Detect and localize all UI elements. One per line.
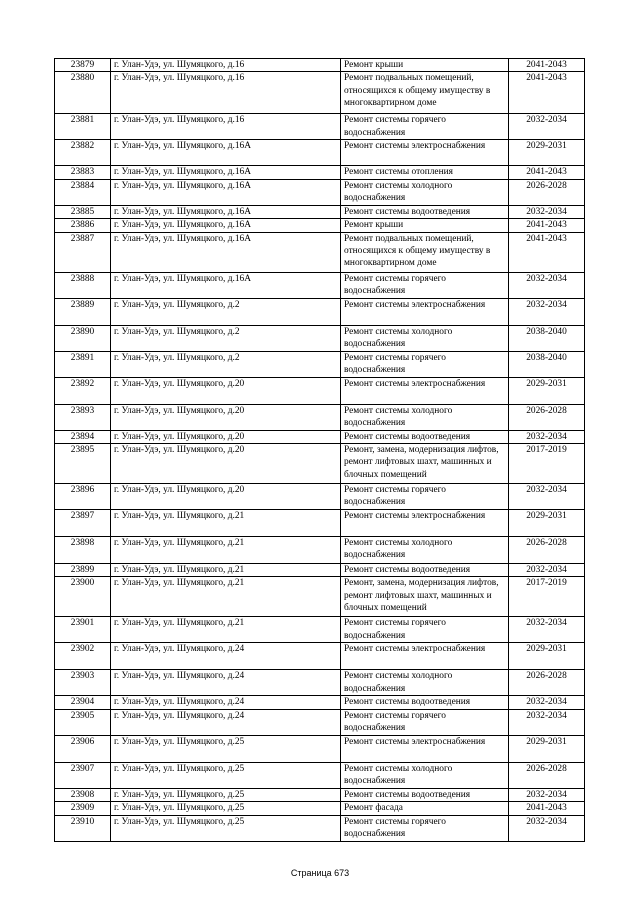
row-work: Ремонт системы холодного водоснабжения — [341, 325, 509, 351]
row-number: 23881 — [55, 114, 111, 140]
row-work: Ремонт подвальных помещений, относящихся к общему имуществу в многоквартирном доме — [341, 232, 509, 272]
row-number: 23891 — [55, 351, 111, 377]
row-period: 2038-2040 — [509, 325, 585, 351]
table-row — [55, 72, 585, 114]
row-period: 2029-2031 — [509, 735, 585, 762]
row-address: г. Улан-Удэ, ул. Шумяцкого, д.2 — [111, 325, 341, 351]
row-period: 2026-2028 — [509, 670, 585, 696]
row-address: г. Улан-Удэ, ул. Шумяцкого, д.16А — [111, 272, 341, 298]
row-work: Ремонт системы холодного водоснабжения — [341, 404, 509, 430]
table-row — [55, 219, 585, 232]
row-work: Ремонт системы холодного водоснабжения — [341, 670, 509, 696]
row-number: 23892 — [55, 377, 111, 404]
row-number: 23896 — [55, 484, 111, 510]
row-period: 2029-2031 — [509, 510, 585, 537]
row-period: 2032-2034 — [509, 205, 585, 218]
row-number: 23882 — [55, 140, 111, 166]
row-address: г. Улан-Удэ, ул. Шумяцкого, д.20 — [111, 484, 341, 510]
row-number: 23893 — [55, 404, 111, 430]
row-period: 2041-2043 — [509, 232, 585, 272]
table-row — [55, 802, 585, 815]
row-address: г. Улан-Удэ, ул. Шумяцкого, д.20 — [111, 444, 341, 484]
row-work: Ремонт системы горячего водоснабжения — [341, 114, 509, 140]
row-address: г. Улан-Удэ, ул. Шумяцкого, д.21 — [111, 577, 341, 617]
table-row — [55, 114, 585, 140]
row-period: 2032-2034 — [509, 272, 585, 298]
row-address: г. Улан-Удэ, ул. Шумяцкого, д.24 — [111, 709, 341, 735]
table-row — [55, 709, 585, 735]
row-address: г. Улан-Удэ, ул. Шумяцкого, д.21 — [111, 564, 341, 577]
table-row — [55, 377, 585, 404]
row-work: Ремонт системы холодного водоснабжения — [341, 179, 509, 205]
row-address: г. Улан-Удэ, ул. Шумяцкого, д.16А — [111, 205, 341, 218]
row-number: 23895 — [55, 444, 111, 484]
row-work: Ремонт системы электроснабжения — [341, 298, 509, 325]
row-number: 23906 — [55, 735, 111, 762]
row-address: г. Улан-Удэ, ул. Шумяцкого, д.21 — [111, 617, 341, 643]
row-work: Ремонт системы электроснабжения — [341, 377, 509, 404]
table-row — [55, 735, 585, 762]
row-work: Ремонт, замена, модернизация лифтов, ремонт лифтовых шахт, машинных и блочных помещений — [341, 444, 509, 484]
row-work: Ремонт системы электроснабжения — [341, 510, 509, 537]
row-period: 2041-2043 — [509, 72, 585, 114]
row-number: 23901 — [55, 617, 111, 643]
row-work: Ремонт системы водоотведения — [341, 696, 509, 709]
table-body — [55, 59, 585, 842]
row-address: г. Улан-Удэ, ул. Шумяцкого, д.25 — [111, 735, 341, 762]
row-period: 2041-2043 — [509, 59, 585, 72]
row-work: Ремонт системы водоотведения — [341, 430, 509, 443]
row-work: Ремонт крыши — [341, 219, 509, 232]
table-row — [55, 510, 585, 537]
row-work: Ремонт системы водоотведения — [341, 788, 509, 801]
row-period: 2032-2034 — [509, 430, 585, 443]
row-address: г. Улан-Удэ, ул. Шумяцкого, д.24 — [111, 643, 341, 670]
row-number: 23902 — [55, 643, 111, 670]
row-period: 2038-2040 — [509, 351, 585, 377]
table-row — [55, 179, 585, 205]
row-work: Ремонт системы водоотведения — [341, 564, 509, 577]
row-period: 2032-2034 — [509, 484, 585, 510]
row-number: 23887 — [55, 232, 111, 272]
table-row — [55, 537, 585, 564]
table-row — [55, 444, 585, 484]
row-work: Ремонт системы электроснабжения — [341, 643, 509, 670]
row-number: 23885 — [55, 205, 111, 218]
row-work: Ремонт системы горячего водоснабжения — [341, 815, 509, 841]
row-address: г. Улан-Удэ, ул. Шумяцкого, д.20 — [111, 430, 341, 443]
row-number: 23903 — [55, 670, 111, 696]
table-row — [55, 272, 585, 298]
row-address: г. Улан-Удэ, ул. Шумяцкого, д.16А — [111, 166, 341, 179]
row-address: г. Улан-Удэ, ул. Шумяцкого, д.24 — [111, 696, 341, 709]
row-work: Ремонт системы горячего водоснабжения — [341, 617, 509, 643]
row-address: г. Улан-Удэ, ул. Шумяцкого, д.20 — [111, 377, 341, 404]
row-number: 23910 — [55, 815, 111, 841]
row-work: Ремонт системы электроснабжения — [341, 140, 509, 166]
row-period: 2032-2034 — [509, 815, 585, 841]
row-address: г. Улан-Удэ, ул. Шумяцкого, д.25 — [111, 802, 341, 815]
table-row — [55, 564, 585, 577]
row-address: г. Улан-Удэ, ул. Шумяцкого, д.16А — [111, 219, 341, 232]
table-row — [55, 298, 585, 325]
row-address: г. Улан-Удэ, ул. Шумяцкого, д.20 — [111, 404, 341, 430]
table-row — [55, 670, 585, 696]
table-row — [55, 205, 585, 218]
row-address: г. Улан-Удэ, ул. Шумяцкого, д.16А — [111, 140, 341, 166]
table-row — [55, 232, 585, 272]
row-address: г. Улан-Удэ, ул. Шумяцкого, д.16А — [111, 232, 341, 272]
row-period: 2029-2031 — [509, 377, 585, 404]
table-row — [55, 577, 585, 617]
row-period: 2032-2034 — [509, 564, 585, 577]
row-number: 23890 — [55, 325, 111, 351]
row-number: 23900 — [55, 577, 111, 617]
row-work: Ремонт системы водоотведения — [341, 205, 509, 218]
row-number: 23883 — [55, 166, 111, 179]
table-row — [55, 696, 585, 709]
row-period: 2032-2034 — [509, 709, 585, 735]
row-number: 23888 — [55, 272, 111, 298]
row-number: 23886 — [55, 219, 111, 232]
row-work: Ремонт системы горячего водоснабжения — [341, 351, 509, 377]
row-address: г. Улан-Удэ, ул. Шумяцкого, д.24 — [111, 670, 341, 696]
table-row — [55, 166, 585, 179]
table-row — [55, 404, 585, 430]
row-number: 23879 — [55, 59, 111, 72]
row-period: 2041-2043 — [509, 802, 585, 815]
row-address: г. Улан-Удэ, ул. Шумяцкого, д.16А — [111, 179, 341, 205]
row-period: 2032-2034 — [509, 696, 585, 709]
row-work: Ремонт, замена, модернизация лифтов, ремонт лифтовых шахт, машинных и блочных помещений — [341, 577, 509, 617]
row-number: 23897 — [55, 510, 111, 537]
row-number: 23899 — [55, 564, 111, 577]
page-number: Страница 673 — [290, 868, 350, 878]
row-number: 23908 — [55, 788, 111, 801]
row-address: г. Улан-Удэ, ул. Шумяцкого, д.16 — [111, 59, 341, 72]
row-period: 2041-2043 — [509, 166, 585, 179]
row-number: 23898 — [55, 537, 111, 564]
row-period: 2032-2034 — [509, 114, 585, 140]
row-number: 23907 — [55, 762, 111, 788]
row-work: Ремонт крыши — [341, 59, 509, 72]
table-row — [55, 788, 585, 801]
row-address: г. Улан-Удэ, ул. Шумяцкого, д.2 — [111, 351, 341, 377]
row-period: 2032-2034 — [509, 788, 585, 801]
table-row — [55, 59, 585, 72]
row-work: Ремонт системы холодного водоснабжения — [341, 762, 509, 788]
row-address: г. Улан-Удэ, ул. Шумяцкого, д.16 — [111, 114, 341, 140]
row-work: Ремонт системы горячего водоснабжения — [341, 709, 509, 735]
row-period: 2029-2031 — [509, 643, 585, 670]
row-number: 23894 — [55, 430, 111, 443]
row-period: 2032-2034 — [509, 298, 585, 325]
row-number: 23904 — [55, 696, 111, 709]
row-number: 23880 — [55, 72, 111, 114]
table-row — [55, 140, 585, 166]
row-address: г. Улан-Удэ, ул. Шумяцкого, д.2 — [111, 298, 341, 325]
row-work: Ремонт системы горячего водоснабжения — [341, 484, 509, 510]
row-period: 2017-2019 — [509, 577, 585, 617]
table-row — [55, 325, 585, 351]
table-row — [55, 430, 585, 443]
row-work: Ремонт фасада — [341, 802, 509, 815]
table-row — [55, 815, 585, 841]
row-work: Ремонт системы холодного водоснабжения — [341, 537, 509, 564]
table-row — [55, 351, 585, 377]
row-period: 2026-2028 — [509, 404, 585, 430]
row-period: 2029-2031 — [509, 140, 585, 166]
row-address: г. Улан-Удэ, ул. Шумяцкого, д.25 — [111, 815, 341, 841]
row-work: Ремонт системы отопления — [341, 166, 509, 179]
row-work: Ремонт подвальных помещений, относящихся к общему имуществу в многоквартирном доме — [341, 72, 509, 114]
row-work: Ремонт системы электроснабжения — [341, 735, 509, 762]
table-row — [55, 617, 585, 643]
row-period: 2026-2028 — [509, 179, 585, 205]
repair-schedule-table — [54, 58, 585, 842]
row-address: г. Улан-Удэ, ул. Шумяцкого, д.21 — [111, 510, 341, 537]
row-period: 2017-2019 — [509, 444, 585, 484]
row-address: г. Улан-Удэ, ул. Шумяцкого, д.25 — [111, 788, 341, 801]
table-row — [55, 762, 585, 788]
row-work: Ремонт системы горячего водоснабжения — [341, 272, 509, 298]
table-row — [55, 643, 585, 670]
row-period: 2032-2034 — [509, 617, 585, 643]
row-period: 2026-2028 — [509, 762, 585, 788]
row-number: 23905 — [55, 709, 111, 735]
row-number: 23909 — [55, 802, 111, 815]
row-number: 23889 — [55, 298, 111, 325]
row-number: 23884 — [55, 179, 111, 205]
row-period: 2026-2028 — [509, 537, 585, 564]
row-period: 2041-2043 — [509, 219, 585, 232]
row-address: г. Улан-Удэ, ул. Шумяцкого, д.25 — [111, 762, 341, 788]
table-row — [55, 484, 585, 510]
row-address: г. Улан-Удэ, ул. Шумяцкого, д.16 — [111, 72, 341, 114]
row-address: г. Улан-Удэ, ул. Шумяцкого, д.21 — [111, 537, 341, 564]
